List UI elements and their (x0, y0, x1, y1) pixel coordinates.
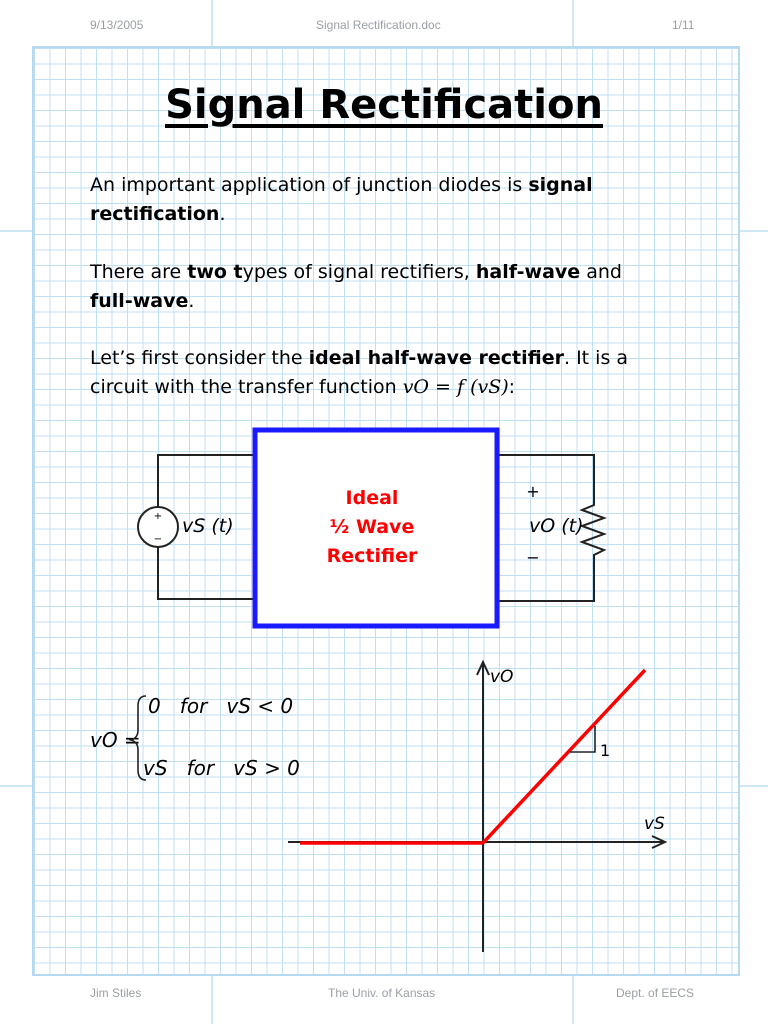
wire (499, 455, 594, 500)
wire (499, 560, 594, 601)
source-label: vS (t) (182, 515, 234, 537)
header-date: 9/13/2005 (90, 18, 144, 32)
bold-text: two t (187, 261, 243, 283)
graph-axes (288, 662, 665, 952)
rectifier-label-line2: ½ Wave (329, 516, 415, 538)
bold-text: half-wave (475, 261, 581, 283)
text: There are (90, 261, 188, 283)
text: Let’s first consider the (90, 347, 309, 369)
bold-text: ideal half-wave rectifier (308, 347, 564, 369)
text: . (188, 290, 195, 312)
transfer-curve-slope (483, 670, 645, 843)
output-plus: + (526, 482, 540, 501)
x-axis-label: vS (644, 814, 665, 834)
equation-case2: vS for vS > 0 (143, 756, 300, 780)
y-axis-label: vO (490, 667, 514, 687)
output-label: vO (t) (529, 515, 584, 537)
footer-dept: Dept. of EECS (616, 986, 695, 1000)
footer-university: The Univ. of Kansas (328, 986, 436, 1000)
header-page-number: 1/11 (672, 18, 695, 32)
equation-case1: 0 for vS < 0 (148, 694, 294, 718)
bold-text: signal rectification (90, 174, 593, 225)
transfer-function-equation: vO = f (vS) (402, 376, 509, 398)
page-title: Signal Rectification (165, 82, 603, 128)
source-plus: + (153, 511, 163, 522)
rectifier-label-line3: Rectifier (326, 545, 418, 567)
text: : (508, 376, 516, 398)
equation-lhs: vO = (90, 728, 141, 752)
rectifier-label-line1: Ideal (345, 487, 399, 509)
text: . (219, 203, 226, 225)
text: and (580, 261, 622, 283)
header-filename: Signal Rectification.doc (316, 18, 441, 32)
source-minus: − (153, 534, 163, 545)
text: An important application of junction diodes is (90, 174, 529, 196)
footer-author: Jim Stiles (90, 986, 142, 1000)
output-minus: − (526, 548, 540, 567)
wire (158, 455, 253, 508)
text: ypes of signal rectifiers, (242, 261, 476, 283)
page-footer (0, 986, 768, 1016)
bold-text: full-wave (90, 290, 189, 312)
wire (158, 546, 253, 599)
resistor-icon (582, 500, 604, 560)
slope-label: 1 (600, 741, 611, 760)
text: . It is a circuit with the transfer function (90, 347, 629, 398)
